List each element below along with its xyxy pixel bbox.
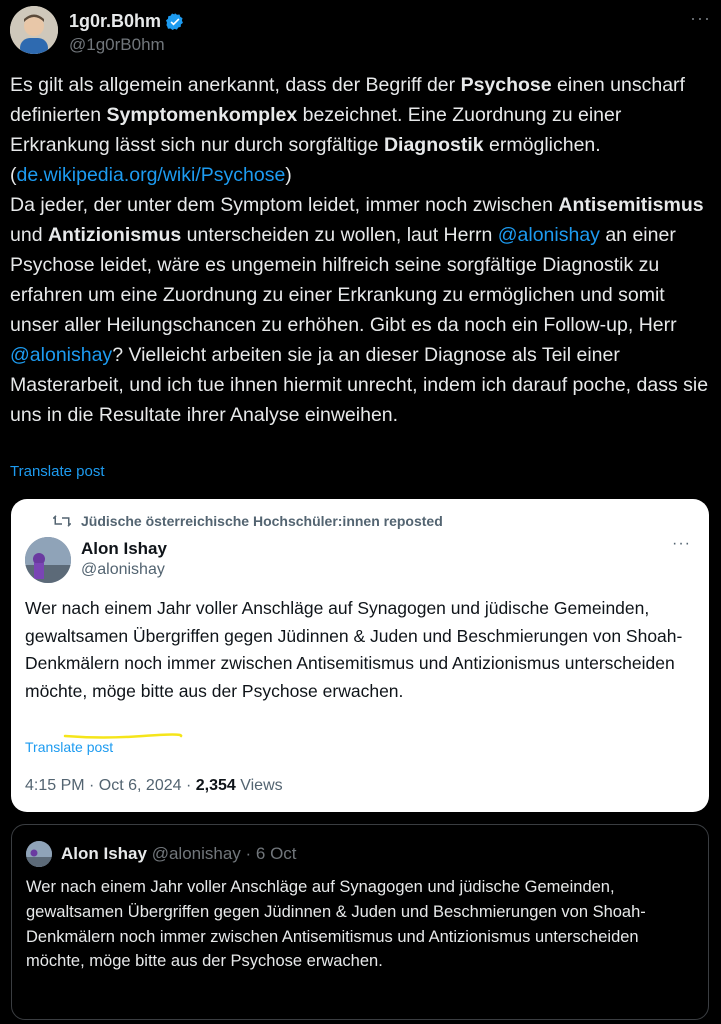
post-metadata xyxy=(25,777,283,795)
embedded-quote-card[interactable] xyxy=(11,824,709,1020)
text-part: ) Da jeder, der unter dem Symptom leidet, immer noch zwischen xyxy=(10,164,553,216)
author-name[interactable]: 1g0r.B0hm xyxy=(69,11,162,31)
wikipedia-link[interactable]: de.wikipedia.org/wiki/Psychose xyxy=(16,164,286,186)
views-label: Views xyxy=(235,777,283,794)
post-header xyxy=(10,6,711,58)
quoted-author-handle: @alonishay xyxy=(81,561,165,578)
text-part: Es gilt als allgemein anerkannt, dass der Begriff der xyxy=(10,74,461,96)
embedded-author-handle: @alonishay xyxy=(151,844,241,863)
more-options-icon[interactable]: ··· xyxy=(672,535,691,552)
more-options-icon[interactable]: ··· xyxy=(690,8,711,28)
mention-link[interactable]: @alonishay xyxy=(10,344,113,366)
timestamp[interactable]: 4:15 PM · Oct 6, 2024 · xyxy=(25,777,196,794)
bold-term-symptomenkomplex: Symptomenkomplex xyxy=(106,104,298,126)
avatar-image xyxy=(26,841,52,867)
views-count: 2,354 xyxy=(195,777,236,794)
bold-term-psychose: Psychose xyxy=(460,74,552,96)
post-text xyxy=(10,70,710,430)
repost-text: Jüdische österreichische Hochschüler:innen reposted xyxy=(81,513,443,529)
bold-term-diagnostik: Diagnostik xyxy=(383,134,484,156)
quoted-author-name[interactable]: Alon Ishay xyxy=(81,539,167,558)
mention-link[interactable]: @alonishay xyxy=(497,224,600,246)
bold-term-antizionismus: Antizionismus xyxy=(47,224,182,246)
author-handle: @1g0rB0hm xyxy=(69,35,165,54)
embedded-author-line xyxy=(61,844,297,864)
avatar[interactable] xyxy=(25,537,71,583)
text-part: ermöglichen. ( xyxy=(10,134,601,186)
avatar xyxy=(26,841,52,867)
text-part: und xyxy=(10,224,48,246)
embedded-date: · 6 Oct xyxy=(240,844,297,863)
repost-indicator xyxy=(53,513,443,529)
quoted-post-card[interactable] xyxy=(11,499,709,812)
translate-post-link[interactable]: Translate post xyxy=(25,739,114,755)
verified-badge-icon xyxy=(165,12,185,32)
repost-icon xyxy=(53,514,71,528)
author-name-row xyxy=(69,11,185,32)
avatar-image xyxy=(25,537,71,583)
quoted-post-text: Wer nach einem Jahr voller Anschläge auf Synagogen und jüdische Gemeinden, gewaltsamen Übergriffen gegen Jüdinnen & Juden und Beschmierungen von Shoah-Denkmälern noch immer zwischen Antisemitismus und Antizionismus unterscheiden möchte, möge bitte aus der Psychose erwachen. xyxy=(25,598,683,701)
avatar[interactable] xyxy=(10,6,58,54)
embedded-post-text: Wer nach einem Jahr voller Anschläge auf Synagogen und jüdische Gemeinden, gewaltsamen Übergriffen gegen Jüdinnen & Juden und Beschmierungen von Shoah-Denkmälern noch immer zwischen Antisemitismus und Antizionismus unterscheiden möchte, möge bitte aus der Psychose erwachen. xyxy=(26,878,646,971)
text-part: einen unscharf definierten xyxy=(10,74,685,126)
text-part: an einer Psychose leidet, wäre es ungemein hilfreich seine sorgfältige Diagnostik zu erfahren um eine Zuordnung zu einer Erkrankung zu ermöglichen und somit unser aller Heilungschancen zu erhöhen. Gibt es da noch ein Follow-up, Herr xyxy=(10,224,677,336)
avatar-image xyxy=(10,6,58,54)
text-part: unterscheiden zu wollen, laut Herrn xyxy=(181,224,498,246)
translate-post-link[interactable]: Translate post xyxy=(10,463,105,480)
bold-term-antisemitismus: Antisemitismus xyxy=(558,194,704,216)
embedded-author-name: Alon Ishay xyxy=(61,844,147,863)
text-part: ? Vielleicht arbeiten sie ja an dieser Diagnose als Teil einer Masterarbeit, und ich tue ihnen hiermit unrecht, indem ich darauf poche, dass sie uns in die Resultate ihrer Analyse einweihen. xyxy=(10,344,709,426)
text-part: bezeichnet. Eine Zuordnung zu einer Erkrankung lässt sich nur durch sorgfältige xyxy=(10,104,622,156)
